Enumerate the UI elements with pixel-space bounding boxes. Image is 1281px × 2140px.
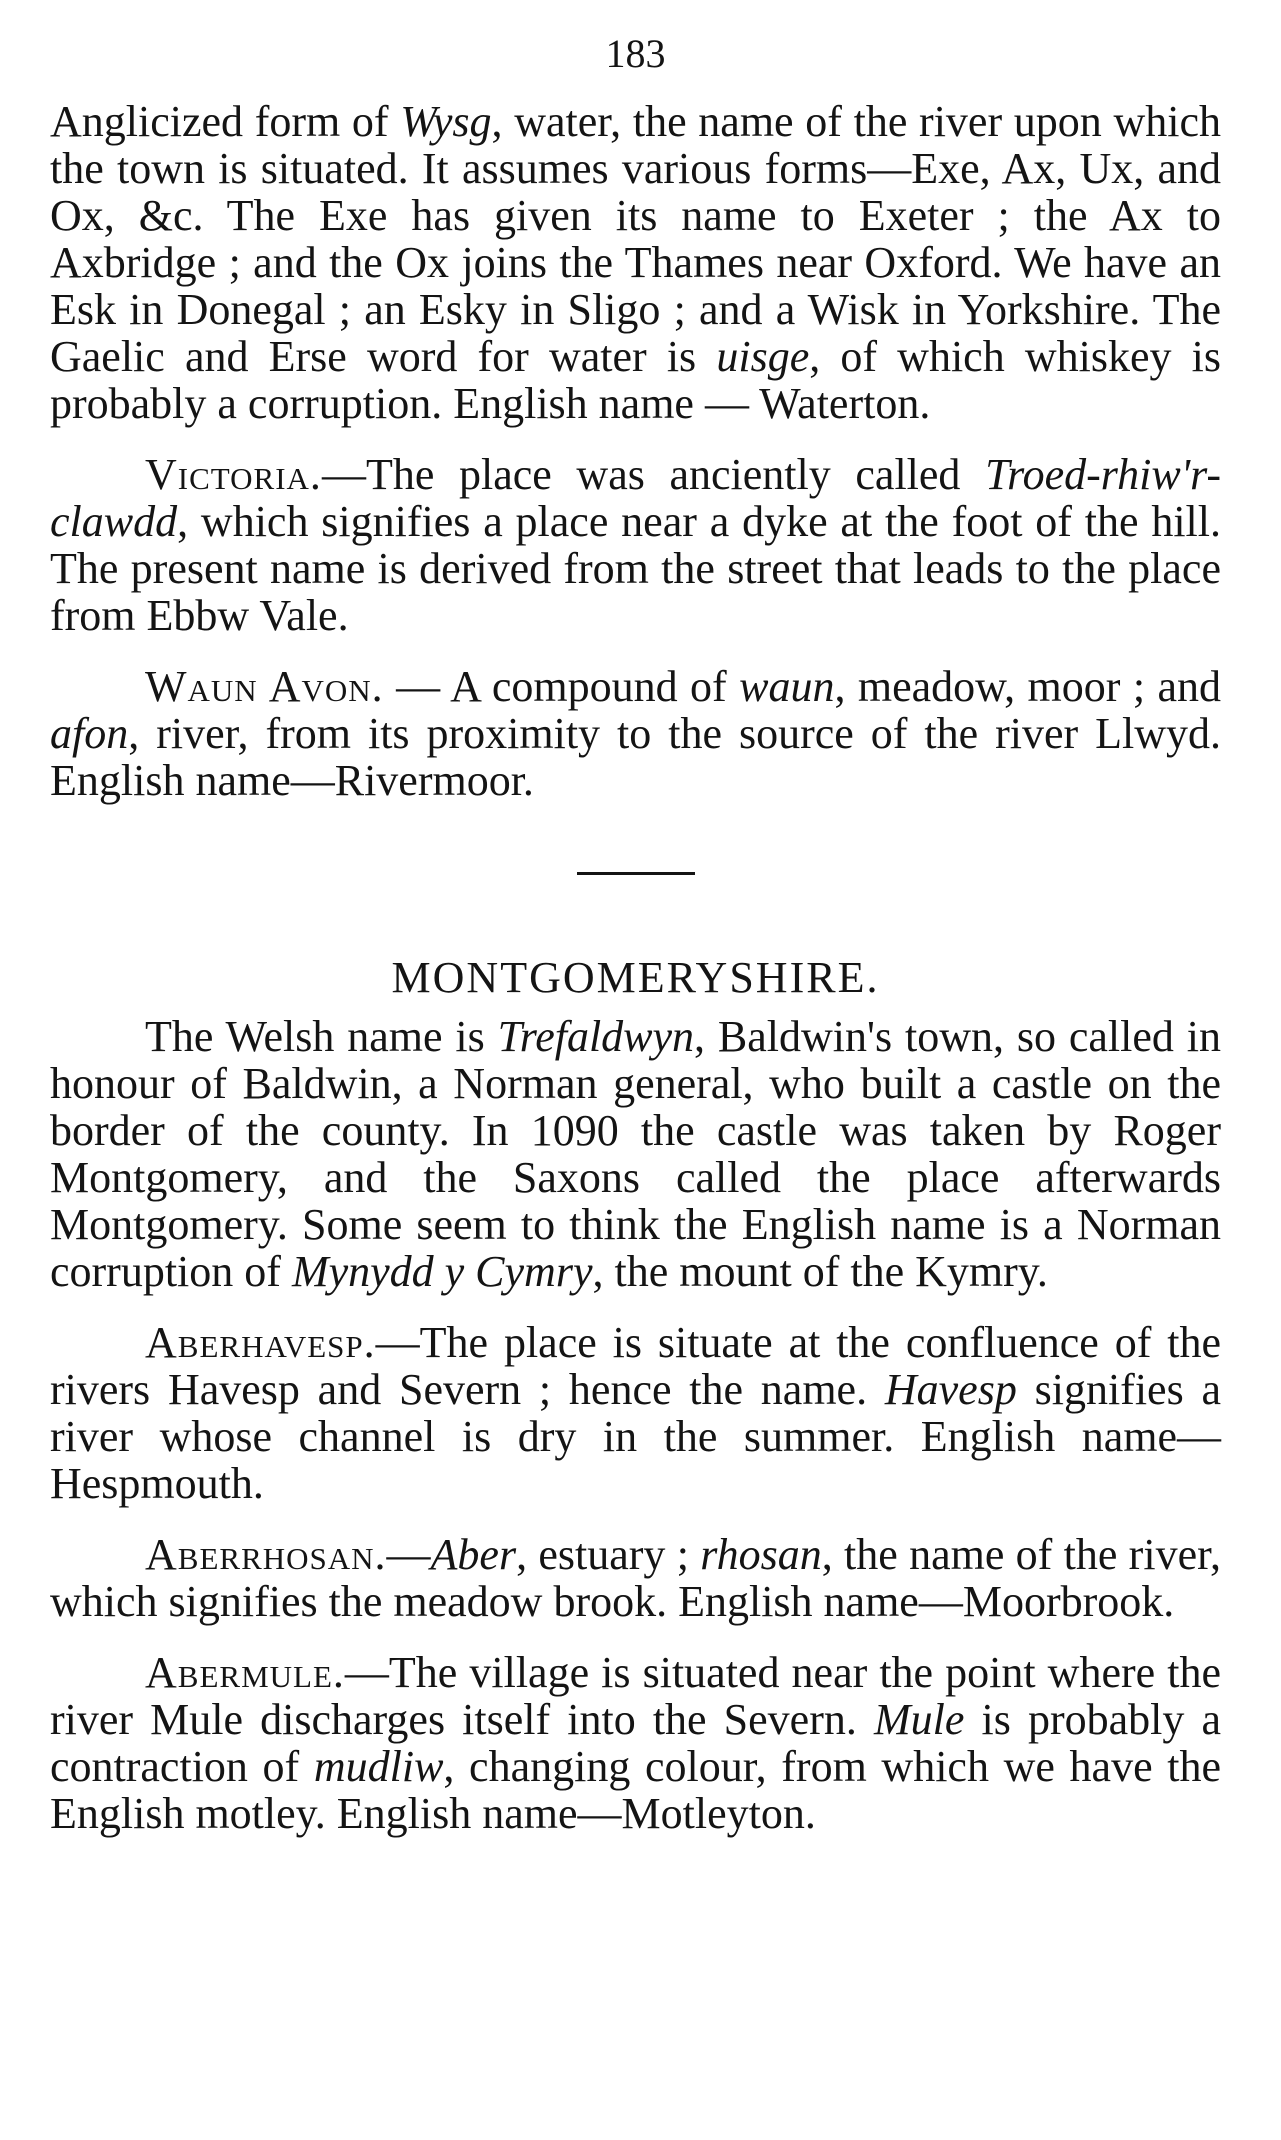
italic-term: Trefaldwyn bbox=[497, 1012, 695, 1061]
entry-abermule: Abermule.—The village is situated near the point where the river Mule discharges itself into the Severn. Mule is probably a contraction of mudliw, changing colour, from which we have the English motley. English name—Motleyton. bbox=[50, 1648, 1221, 1838]
entry-aberrhosan: Aberrhosan.—Aber, estuary ; rhosan, the name of the river, which signifies the meadow brook. English name—Moorbrook. bbox=[50, 1530, 1221, 1626]
entry-heading: Aberhavesp. bbox=[145, 1318, 376, 1367]
italic-term: Mule bbox=[873, 1695, 965, 1744]
italic-term: Aber bbox=[430, 1530, 517, 1579]
paragraph-usk-continued: Anglicized form of Wysg, water, the name of the river upon which the town is situated. It assumes various forms—Exe, Ax, Ux, and Ox, &c. The Exe has given its name to Exeter ; the Ax to Axbridge ; and the Ox joins the Thames near Oxford. We have an Esk in Donegal ; an Esky in Sligo ; and a Wisk in Yorkshire. The Gaelic and Erse word for water is uisge, of which whiskey is probably a corruption. English name — Waterton. bbox=[50, 97, 1222, 428]
page-number: 183 bbox=[605, 31, 666, 76]
entry-victoria: Victoria.—The place was anciently called Troed-rhiw'r-clawdd, which signifies a place near a dyke at the foot of the hill. The present name is derived from the street that leads to the place from Ebbw Vale. bbox=[50, 450, 1221, 640]
entry-montgomeryshire-intro: The Welsh name is Trefaldwyn, Baldwin's town, so called in honour of Baldwin, a Norman general, who built a castle on the border of the county. In 1090 the castle was taken by Roger Montgomery, and the Saxons called the place afterwards Montgomery. Some seem to think the English name is a Norman corruption of Mynydd y Cymry, the mount of the Kymry. bbox=[50, 1012, 1221, 1296]
italic-term: Wysg bbox=[400, 97, 492, 146]
section-divider bbox=[577, 872, 695, 875]
section-title: MONTGOMERYSHIRE. bbox=[391, 953, 880, 1002]
italic-term: waun bbox=[739, 662, 835, 711]
entry-heading: Abermule. bbox=[145, 1648, 345, 1697]
italic-term: Troed-rhiw'r-clawdd bbox=[50, 450, 1221, 546]
italic-term: mudliw bbox=[313, 1742, 444, 1791]
entry-heading: Aberrhosan. bbox=[145, 1530, 387, 1579]
italic-term: uisge bbox=[716, 332, 810, 381]
italic-term: rhosan bbox=[700, 1530, 822, 1579]
entry-waun-avon: Waun Avon. — A compound of waun, meadow, moor ; and afon, river, from its proximity to the source of the river Llwyd. English name—Rivermoor. bbox=[50, 662, 1222, 805]
italic-term: Mynydd y Cymry bbox=[291, 1247, 593, 1296]
italic-term: Havesp bbox=[884, 1365, 1017, 1414]
italic-term: afon bbox=[50, 709, 129, 758]
entry-aberhavesp: Aberhavesp.—The place is situate at the confluence of the rivers Havesp and Severn ; hence the name. Havesp signifies a river whose channel is dry in the summer. English name—Hespmouth. bbox=[50, 1318, 1221, 1508]
entry-heading: Victoria. bbox=[145, 450, 322, 499]
entry-heading: Waun Avon. bbox=[145, 662, 384, 711]
